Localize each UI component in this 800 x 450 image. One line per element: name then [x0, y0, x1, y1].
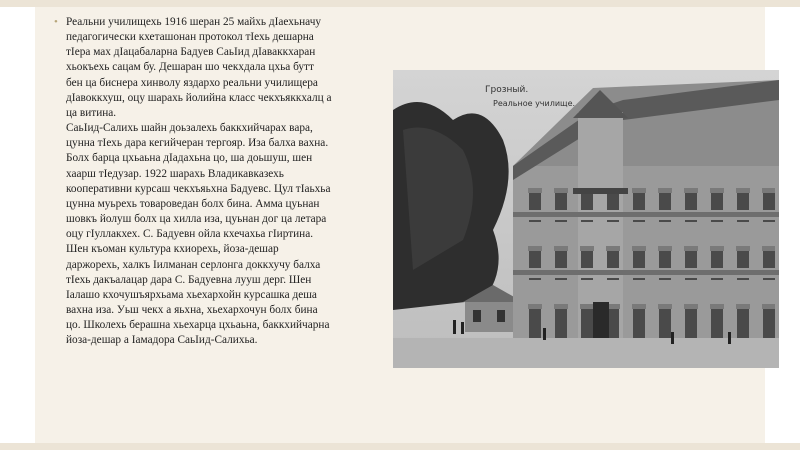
- body-paragraph: [66, 15, 386, 348]
- text-line: хьокъехь сацам бу. Дешаран шо чекхдала цхьа бутт: [66, 61, 314, 74]
- text-line: Iалашо кхочушъярхьама хьехархойн курсашка деша: [66, 288, 317, 301]
- text-line: вахна иза. Уьш чекх а яьхна, хьехархочун болх бина: [66, 303, 318, 316]
- text-line: цунна муьрехь товароведан болх бина. Амма цуьнан: [66, 197, 320, 210]
- text-line: оцу гIуллакхех. С. Бадуевн ойла кхечахьа гIиртина.: [66, 228, 314, 241]
- bottom-frame-bar: [0, 443, 800, 450]
- text-line: СаьIид-Салихь шайн доьзалехь баккхийчарах вара,: [66, 122, 313, 135]
- text-line: йоза-дешар а Iамадора СаьIид-Салихьа.: [66, 334, 258, 347]
- photo-caption-city: Грозный.: [485, 85, 529, 95]
- text-line: тIера мах дIацабаларна Бадуев СаьIид дIаваккхаран: [66, 46, 316, 59]
- text-line: Болх барца цхьаьна дIадахьна цо, ша доьшуш, шен: [66, 152, 313, 165]
- bullet-marker: •: [54, 16, 58, 28]
- text-line: цунна тIехь дара кегийчеран тергояр. Иза балха вахна.: [66, 137, 329, 150]
- text-line: бен ца биснера хинволу яздархо реальни училищера: [66, 76, 318, 89]
- text-line: дIавоккхуш, оцу шарахь йолийна класс чекхъяккхалц а: [66, 91, 332, 104]
- text-line: ца витина.: [66, 106, 117, 119]
- text-line: цо. Школехь берашна хьехарца цхьаьна, баккхийчарна: [66, 319, 330, 332]
- text-line: шовкъ йолуш болх ца хилла иза, цуьнан дог ца летара: [66, 213, 327, 226]
- text-line: педагогически кхеташонан протокол тIехь дешарна: [66, 31, 314, 44]
- top-frame-bar: [0, 0, 800, 7]
- photo-caption-school: Реальное училище.: [493, 99, 576, 108]
- text-line: тIехь дакъалацар дара С. Бадуевна лууш дерг. Шен: [66, 273, 312, 286]
- text-line: кооперативни курсаш чекхъяьхна Бадуевс. Цул тIаьхьа: [66, 182, 331, 195]
- text-line: Реальни училищехь 1916 шеран 25 майхь дIаехьначу: [66, 16, 322, 28]
- school-building-photo: [393, 70, 779, 368]
- text-line: хаарш тIедузар. 1922 шарахь Владикавказехь: [66, 167, 284, 180]
- text-line: Шен къоман культура кхиорехь, йоза-дешар: [66, 243, 279, 256]
- text-line: даржорехь, халкъ Iилманан серлонга доккхучу балха: [66, 258, 321, 271]
